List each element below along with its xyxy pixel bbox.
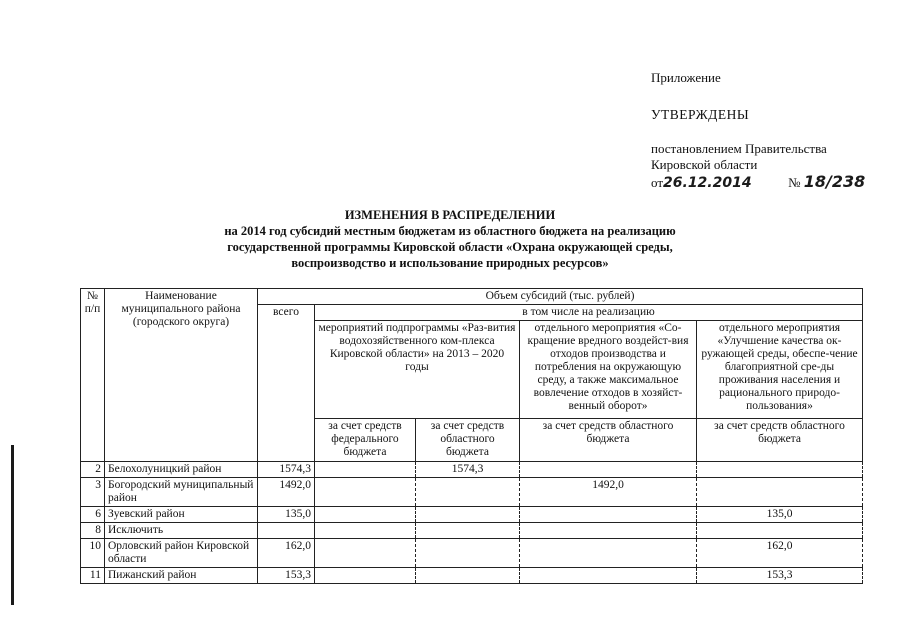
row-total: 135,0: [258, 507, 315, 523]
row-name: Зуевский район: [105, 507, 258, 523]
row-name: Исключить: [105, 523, 258, 539]
row-num: 2: [81, 462, 105, 478]
header-group-3: отдельного мероприятия «Улучшение качества ок-ружающей среды, обеспе-чение благоприятной сре-ды проживания населения и рационального природо-пользования»: [697, 321, 863, 419]
row-regional-3: 135,0: [697, 507, 863, 523]
appendix-label: Приложение: [651, 70, 721, 85]
header-volume: Объем субсидий (тыс. рублей): [258, 289, 863, 305]
header-num: № п/п: [81, 289, 105, 462]
table-row: [81, 478, 863, 507]
row-regional-3: [697, 478, 863, 507]
subsidies-table: [80, 288, 863, 584]
row-regional-1: [416, 523, 520, 539]
row-name: Богородский муниципальный район: [105, 478, 258, 507]
handwritten-number: 18/238: [803, 172, 866, 191]
header-total: всего: [258, 305, 315, 462]
date-prefix: от: [651, 175, 664, 190]
row-regional-3: [697, 523, 863, 539]
row-name: Белохолуницкий район: [105, 462, 258, 478]
row-num: 3: [81, 478, 105, 507]
row-num: 8: [81, 523, 105, 539]
row-name: Пижанский район: [105, 568, 258, 584]
header-group-1: мероприятий подпрограммы «Раз-вития водохозяйственного ком-плекса Кировской области» на 2013 – 2020 годы: [315, 321, 520, 419]
title-line: воспроизводство и использование природных ресурсов»: [291, 256, 609, 270]
row-regional-1: [416, 478, 520, 507]
row-num: 10: [81, 539, 105, 568]
decree-text: [651, 141, 827, 173]
row-federal: [315, 539, 416, 568]
title-line: на 2014 год субсидий местным бюджетам из областного бюджета на реализацию: [224, 224, 676, 238]
row-regional-2: [520, 462, 697, 478]
row-num: 6: [81, 507, 105, 523]
document-title: [150, 207, 750, 271]
row-federal: [315, 478, 416, 507]
row-regional-3: 162,0: [697, 539, 863, 568]
decree-date-line: [651, 172, 865, 191]
approved-label: УТВЕРЖДЕНЫ: [651, 107, 750, 122]
row-regional-2: [520, 539, 697, 568]
row-regional-3: 153,3: [697, 568, 863, 584]
header-name: Наименование муниципального района (городского округа): [105, 289, 258, 462]
table-row: [81, 568, 863, 584]
header-row: [81, 289, 863, 305]
handwritten-date: 26.12.2014: [663, 175, 752, 191]
row-regional-2: [520, 523, 697, 539]
row-regional-1: 1574,3: [416, 462, 520, 478]
row-regional-1: [416, 568, 520, 584]
header-regional-2: за счет средств областного бюджета: [520, 419, 697, 462]
row-regional-1: [416, 539, 520, 568]
row-total: 162,0: [258, 539, 315, 568]
row-total: [258, 523, 315, 539]
table-row: [81, 507, 863, 523]
decree-line: постановлением Правительства: [651, 141, 827, 156]
row-total: 153,3: [258, 568, 315, 584]
row-regional-2: [520, 507, 697, 523]
row-regional-2: [520, 568, 697, 584]
header-regional-1: за счет средств областного бюджета: [416, 419, 520, 462]
row-regional-2: 1492,0: [520, 478, 697, 507]
header-group-2: отдельного мероприятия «Со-кращение вредного воздейст-вия отходов производства и потребления на окружающую среду, а также максимальное вовлечение отходов в хозяйст-венный оборот»: [520, 321, 697, 419]
row-total: 1492,0: [258, 478, 315, 507]
title-line: государственной программы Кировской области «Охрана окружающей среды,: [227, 240, 673, 254]
row-total: 1574,3: [258, 462, 315, 478]
row-num: 11: [81, 568, 105, 584]
scan-edge-mark: [11, 445, 14, 605]
row-regional-1: [416, 507, 520, 523]
header-federal: за счет средств федерального бюджета: [315, 419, 416, 462]
row-federal: [315, 568, 416, 584]
decree-line: Кировской области: [651, 157, 758, 172]
row-federal: [315, 523, 416, 539]
header-including: в том числе на реализацию: [315, 305, 863, 321]
row-name: Орловский район Кировской области: [105, 539, 258, 568]
row-federal: [315, 507, 416, 523]
header-regional-3: за счет средств областного бюджета: [697, 419, 863, 462]
title-line: ИЗМЕНЕНИЯ В РАСПРЕДЕЛЕНИИ: [344, 208, 556, 222]
table-row: [81, 462, 863, 478]
row-regional-3: [697, 462, 863, 478]
table-row: [81, 539, 863, 568]
table-row: [81, 523, 863, 539]
row-federal: [315, 462, 416, 478]
number-prefix: №: [788, 175, 801, 190]
